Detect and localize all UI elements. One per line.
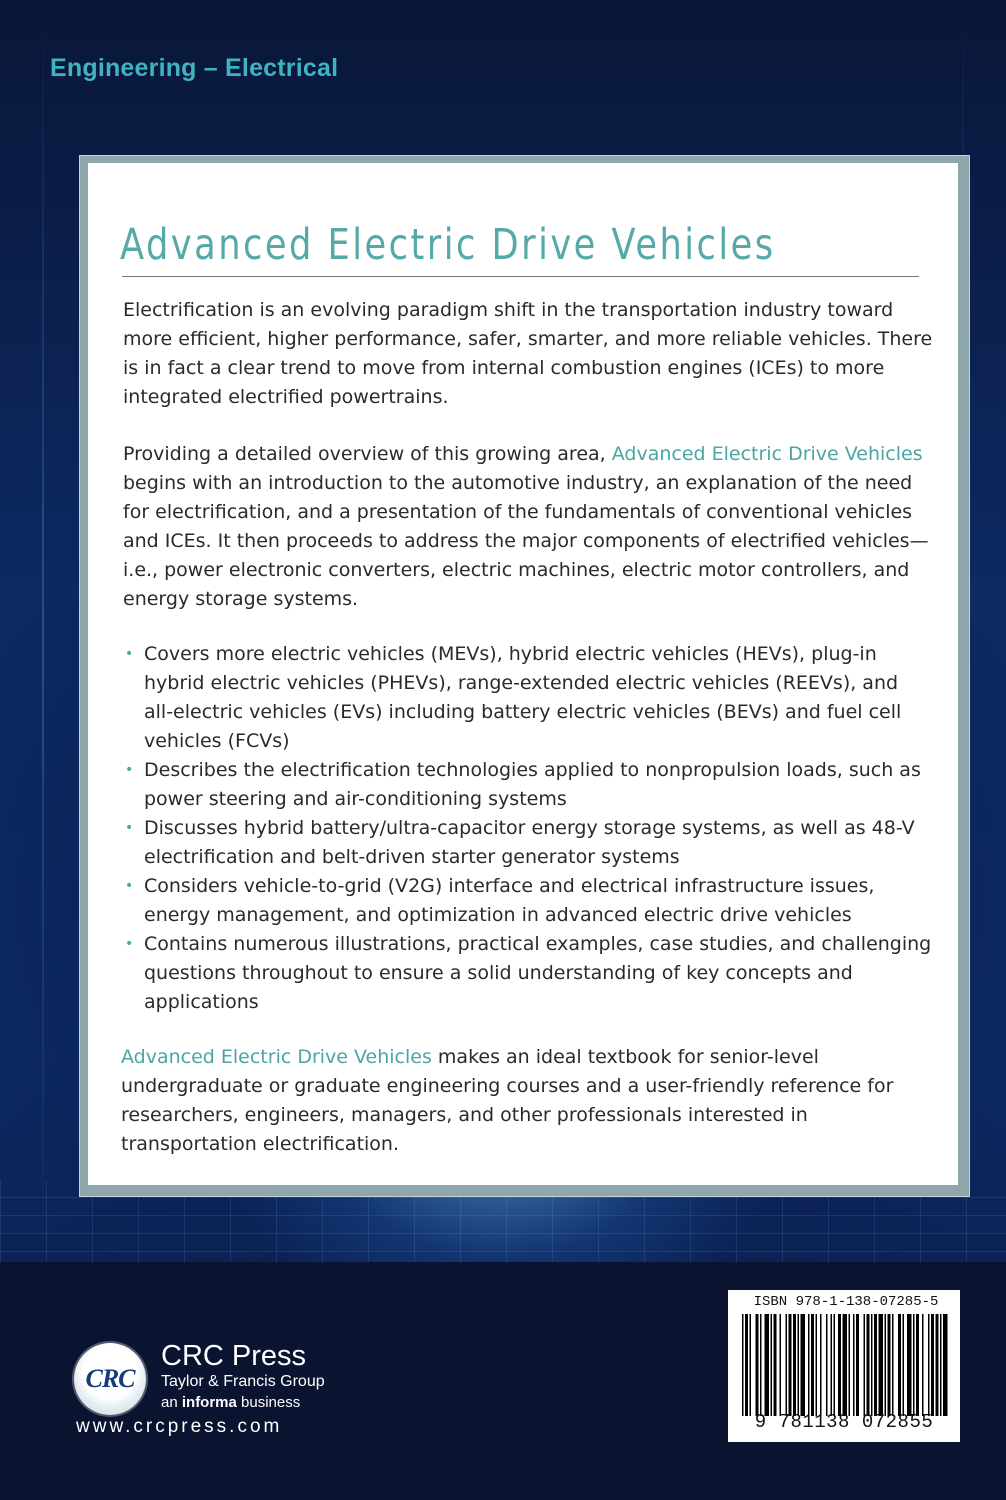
- subject-category: Engineering – Electrical: [50, 54, 339, 82]
- barcode-bar: [916, 1314, 919, 1416]
- feature-list: [123, 640, 933, 1017]
- barcode-icon: [742, 1314, 948, 1416]
- list-item: [123, 756, 933, 814]
- barcode-digits: 9 781138 072855: [754, 1411, 934, 1433]
- audience-title-highlight: Advanced Electric Drive Vehicles: [121, 1046, 432, 1068]
- barcode-bar: [903, 1314, 905, 1416]
- barcode-bar: [871, 1314, 873, 1416]
- list-item-text: Considers vehicle-to-grid (V2G) interface and electrical infrastructure issues, energy management, and optimization in advanced electric drive vehicles: [144, 875, 875, 926]
- list-item-text: Contains numerous illustrations, practical examples, case studies, and challenging questions throughout to ensure a solid understanding of key concepts and applications: [144, 933, 932, 1013]
- barcode-bar: [831, 1314, 833, 1416]
- barcode-bar: [826, 1314, 828, 1416]
- book-title: Advanced Electric Drive Vehicles: [120, 220, 776, 270]
- barcode-bar: [867, 1314, 870, 1416]
- barcode-bar: [771, 1314, 773, 1416]
- barcode: [728, 1290, 960, 1442]
- list-item: [123, 640, 933, 756]
- barcode-bar: [801, 1314, 806, 1416]
- barcode-bar: [898, 1314, 901, 1416]
- barcode-bar: [816, 1314, 818, 1416]
- overview-rest: begins with an introduction to the automotive industry, an explanation of the need for electrification, and a presentation of the fundamentals of conventional vehicles and ICEs. It then proceeds to address the major components of electrified vehicles—i.e., power electronic converters, electric machines, electric motor controllers, and energy storage systems.: [123, 472, 929, 610]
- barcode-bar: [856, 1314, 859, 1416]
- barcode-bar: [774, 1314, 777, 1416]
- barcode-bar: [943, 1314, 948, 1416]
- barcode-bar: [756, 1314, 759, 1416]
- barcode-bar: [885, 1314, 887, 1416]
- bullet-icon: •: [125, 820, 134, 836]
- logo-text: CRC: [85, 1364, 135, 1393]
- publisher-name: CRC Press: [161, 1340, 307, 1372]
- publisher-tagline: [161, 1394, 300, 1411]
- barcode-bar: [879, 1314, 884, 1416]
- overview-lead: Providing a detailed overview of this growing area,: [123, 443, 612, 465]
- barcode-bar: [820, 1314, 822, 1416]
- barcode-bar: [742, 1314, 744, 1416]
- barcode-bar: [808, 1314, 810, 1416]
- list-item-text: Discusses hybrid battery/ultra-capacitor energy storage systems, as well as 48-V electrification and belt-driven starter generator systems: [144, 817, 915, 868]
- barcode-bar: [786, 1314, 788, 1416]
- barcode-bar: [843, 1314, 848, 1416]
- bullet-icon: •: [125, 762, 134, 778]
- tagline-prefix: an: [161, 1394, 182, 1411]
- overview-paragraph: [123, 440, 933, 614]
- decorative-line: [42, 0, 44, 1265]
- crc-logo-icon: [74, 1343, 146, 1415]
- bullet-icon: •: [125, 878, 134, 894]
- list-item: [123, 814, 933, 872]
- barcode-bar: [750, 1314, 752, 1416]
- barcode-bar: [928, 1314, 930, 1416]
- barcode-bar: [793, 1314, 796, 1416]
- tagline-suffix: business: [236, 1394, 301, 1411]
- barcode-bar: [936, 1314, 939, 1416]
- overview-title-highlight: Advanced Electric Drive Vehicles: [611, 443, 923, 465]
- barcode-bar: [864, 1314, 866, 1416]
- barcode-bar: [811, 1314, 814, 1416]
- barcode-bar: [913, 1314, 915, 1416]
- barcode-bar: [849, 1314, 851, 1416]
- list-item: [123, 930, 933, 1017]
- barcode-bar: [798, 1314, 800, 1416]
- tagline-bold: informa: [181, 1394, 237, 1411]
- barcode-bar: [765, 1314, 770, 1416]
- list-item-text: Describes the electrification technologies applied to nonpropulsion loads, such as power steering and air-conditioning systems: [144, 759, 921, 810]
- barcode-bar: [874, 1314, 877, 1416]
- publisher-website: www.crcpress.com: [76, 1416, 283, 1437]
- barcode-bar: [922, 1314, 924, 1416]
- barcode-bar: [907, 1314, 912, 1416]
- barcode-bar: [888, 1314, 891, 1416]
- intro-paragraph: Electrification is an evolving paradigm shift in the transportation industry toward more efficient, higher performance, safer, smarter, and more reliable vehicles. There is in fact a clear trend to move from internal combustion engines (ICEs) to more integrated electrified powertrains.: [123, 299, 933, 408]
- isbn-label: ISBN 978-1-138-07285-5: [753, 1294, 939, 1310]
- title-divider: [122, 276, 919, 277]
- bullet-icon: •: [125, 936, 134, 952]
- barcode-bar: [760, 1314, 762, 1416]
- barcode-bar: [892, 1314, 894, 1416]
- barcode-bar: [838, 1314, 841, 1416]
- list-item: [123, 872, 933, 930]
- barcode-bar: [940, 1314, 942, 1416]
- barcode-bar: [745, 1314, 748, 1416]
- audience-paragraph: [121, 1043, 931, 1159]
- bullet-icon: •: [125, 646, 134, 662]
- list-item-text: Covers more electric vehicles (MEVs), hybrid electric vehicles (HEVs), plug-in hybrid electric vehicles (PHEVs), range-extended electric vehicles (REEVs), and all-electric vehicles (EVs) including battery electric vehicles (BEVs) and fuel cell vehicles (FCVs): [144, 643, 902, 752]
- barcode-bar: [780, 1314, 782, 1416]
- barcode-bar: [789, 1314, 792, 1416]
- publisher-group: Taylor & Francis Group: [161, 1373, 325, 1390]
- audience-rest: makes an ideal textbook for senior-level undergraduate or graduate engineering courses and a user-friendly reference for researchers, engineers, managers, and other professionals interested in transportation electrification.: [121, 1046, 894, 1155]
- barcode-bar: [931, 1314, 934, 1416]
- barcode-bar: [853, 1314, 855, 1416]
- barcode-bar: [834, 1314, 836, 1416]
